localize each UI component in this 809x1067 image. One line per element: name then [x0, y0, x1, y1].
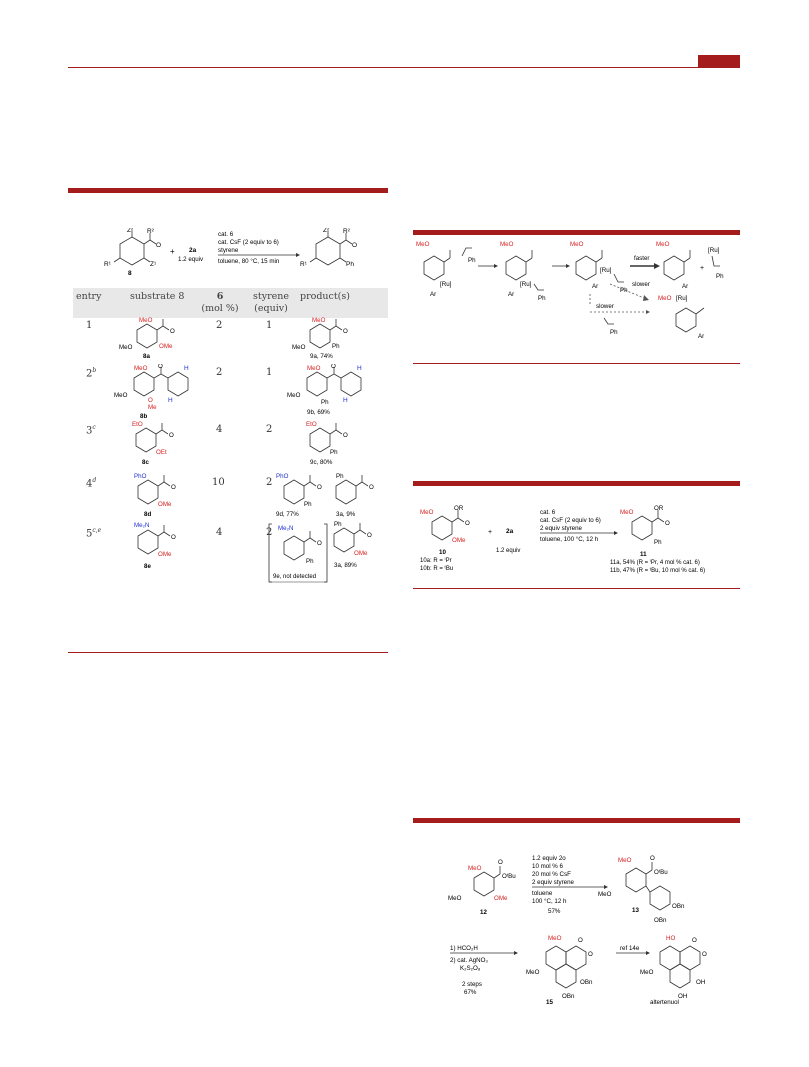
ester-meo: MeO [620, 509, 634, 516]
group-oet: OEt [156, 449, 167, 456]
entry-footnote: c [92, 424, 96, 431]
row-entry [86, 367, 96, 379]
row-styrene: 2 [266, 477, 273, 488]
entry-number: 1 [86, 320, 93, 331]
mech-meo: MeO [658, 295, 672, 302]
mech-plus: + [700, 265, 705, 272]
group-eto: EtO [132, 421, 143, 428]
synthesis-top-rule [413, 818, 740, 823]
group-h: H [168, 397, 173, 404]
syn-obn: OBn [580, 979, 593, 986]
mech-ar: Ar [682, 283, 689, 290]
ester-meo: MeO [420, 509, 434, 516]
scheme-o: O [352, 242, 358, 249]
ester-scheme-top-rule [413, 481, 740, 486]
scheme-ph: Ph [346, 261, 354, 268]
compound-label: 11 [640, 551, 647, 558]
syn-o: O [588, 951, 593, 958]
group-o: O [169, 432, 174, 439]
syn-ome: OMe [494, 895, 508, 902]
ester-ph: Ph [654, 539, 662, 546]
group-me2n: Me₂N [278, 525, 294, 532]
scheme-z2: Z² [323, 228, 330, 234]
product-9b [285, 364, 380, 424]
mech-ph: Ph [468, 257, 476, 264]
group-h: H [343, 397, 348, 404]
syn-step-note: 2 steps [462, 981, 482, 988]
ester-condition: cat. 6 [540, 509, 556, 516]
group-o: O [171, 484, 176, 491]
scheme-r1: R¹ [300, 261, 307, 268]
scheme-reagent-equiv: 1.2 equiv [178, 256, 204, 263]
row-entry [86, 320, 92, 331]
syn-condition: K₂S₂O₈ [460, 965, 481, 972]
mech-ph: Ph [538, 295, 546, 302]
row-entry [86, 424, 96, 436]
mechanism-top-rule [413, 230, 740, 235]
group-o: O [170, 328, 175, 335]
compound-label: 8b [140, 413, 148, 420]
table-top-rule [68, 188, 388, 193]
syn-obn: OBn [654, 917, 667, 924]
ester-scheme-bottom-rule [413, 588, 740, 589]
col-header-styrene-unit: (equiv) [254, 303, 288, 314]
syn-condition: 2 equiv styrene [532, 879, 574, 886]
compound-label: 8a [143, 353, 150, 360]
entry-footnote: b [92, 367, 97, 374]
row-styrene: 1 [266, 320, 273, 331]
ester-condition: 2 equiv styrene [540, 525, 582, 532]
product-9c [296, 420, 366, 470]
group-meo: MeO [114, 392, 128, 399]
ester-or: OR [654, 505, 664, 512]
scheme-condition: toluene, 80 °C, 15 min [218, 258, 280, 265]
syn-o: O [650, 855, 655, 862]
scheme-condition: styrene [218, 247, 239, 254]
mech-faster: faster [634, 255, 650, 262]
group-o: O [171, 534, 176, 541]
mech-ru: [Ru] [676, 295, 688, 302]
ester-ome: OMe [452, 537, 466, 544]
row-cat: 4 [216, 424, 223, 435]
group-meo: MeO [287, 392, 301, 399]
syn-o: O [498, 859, 503, 866]
row-entry [86, 527, 101, 539]
group-h: H [184, 365, 189, 372]
group-pho: PhO [276, 473, 289, 480]
product-label: 3a, 89% [334, 562, 357, 569]
mech-ar: Ar [592, 283, 599, 290]
group-meo: MeO [119, 344, 133, 351]
row-styrene: 1 [266, 367, 273, 378]
group-ph: Ph [332, 343, 340, 350]
row-styrene: 2 [266, 424, 273, 435]
group-ome: OMe [159, 343, 173, 350]
entry-number: 4 [86, 478, 93, 490]
syn-condition: 20 mol % CsF [532, 871, 571, 878]
page-corner-tab [698, 55, 740, 67]
group-eto: EtO [306, 421, 317, 428]
product-label: 9a, 74% [310, 353, 333, 360]
syn-otbu: OᵗBu [502, 873, 516, 880]
col-header-product: product(s) [300, 291, 350, 302]
col-header-styrene-label: styrene [253, 291, 289, 302]
group-meo: MeO [139, 317, 153, 324]
substrate-8d [124, 472, 194, 522]
group-ome: OMe [158, 551, 172, 558]
syn-meo: MeO [448, 895, 462, 902]
syn-o: O [702, 951, 707, 958]
syn-meo: MeO [618, 857, 632, 864]
row-cat: 2 [216, 320, 223, 331]
syn-condition: 2) cat. AgNO₃ [450, 957, 488, 964]
entry-footnote: c,e [92, 527, 102, 534]
col-header-cat-label: 6 [216, 291, 224, 302]
syn-oh: OH [678, 993, 688, 1000]
compound-label: altertenuol [650, 999, 679, 1006]
mechanism-bottom-rule [413, 363, 740, 364]
syn-o: O [578, 937, 583, 944]
group-h: H [357, 365, 362, 372]
ester-plus: + [488, 529, 493, 536]
mechanism-scheme [414, 238, 740, 348]
ester-reactant-b: 10b: R = ᵗBu [420, 566, 454, 572]
group-meo: MeO [134, 365, 148, 372]
scheme-reactant-label: 8 [128, 270, 132, 277]
products-row-4 [270, 472, 382, 522]
row-entry [86, 477, 96, 489]
page-header-rule [68, 67, 740, 68]
compound-label: 8e [144, 563, 151, 570]
mech-ru: [Ru] [600, 267, 612, 274]
group-o: O [369, 484, 374, 491]
group-meo: MeO [312, 317, 326, 324]
product-label: 9c, 80% [310, 459, 333, 466]
product-label: 3a, 9% [336, 511, 356, 518]
compound-label: 8d [144, 511, 152, 518]
group-o: O [343, 432, 348, 439]
syn-ho: HO [666, 935, 676, 942]
entry-number: 5 [86, 528, 93, 540]
entry-footnote: d [92, 477, 97, 484]
col-header-styrene [246, 291, 296, 315]
product-label: 9b, 69% [307, 409, 330, 416]
scheme-plus: + [170, 247, 175, 256]
substrate-8c [122, 420, 192, 470]
syn-o: O [692, 937, 697, 944]
mech-slower: slower [632, 281, 650, 288]
scheme-r2: R² [343, 228, 350, 235]
compound-label: 12 [480, 909, 487, 916]
group-ph: Ph [306, 558, 314, 565]
mech-slower: slower [596, 303, 614, 310]
table-scheme [100, 228, 380, 284]
scheme-condition: cat. 6 [218, 231, 234, 238]
group-ph: Ph [336, 473, 344, 480]
syn-condition: 100 °C, 12 h [532, 898, 567, 905]
mech-meo: MeO [656, 241, 670, 248]
scheme-r2: R² [147, 228, 154, 235]
mech-ar: Ar [698, 333, 705, 340]
ester-o: O [465, 520, 470, 527]
syn-yield: 67% [464, 989, 477, 996]
row-cat: 2 [216, 367, 223, 378]
mech-ar: Ar [430, 291, 437, 298]
group-me2n: Me₂N [134, 522, 150, 529]
mech-ph: Ph [716, 273, 724, 280]
syn-meo: MeO [640, 969, 654, 976]
mech-ph: Ph [620, 287, 628, 294]
products-row-5 [268, 520, 384, 586]
col-header-cat [200, 291, 240, 315]
group-ph: Ph [334, 521, 342, 528]
syn-condition: 1) HCO₂H [450, 945, 478, 952]
mech-ru: [Ru] [708, 247, 720, 254]
group-o: O [367, 532, 372, 539]
scheme-r1: R¹ [104, 261, 111, 268]
group-me: Me [148, 404, 157, 411]
syn-condition: 1.2 equiv 2o [532, 855, 566, 862]
synthesis-scheme [414, 852, 740, 1024]
group-o: O [343, 328, 348, 335]
ester-reagent: 2a [506, 528, 514, 535]
ester-reactant-a: 10a: R = ⁱPr [420, 558, 452, 564]
mech-ru: [Ru] [520, 281, 532, 288]
product-label: 9e, not detected [273, 574, 317, 580]
entry-number: 2 [86, 368, 93, 380]
group-ph: Ph [321, 399, 329, 406]
ester-product-b: 11b, 47% (R = ᵗBu, 10 mol % cat. 6) [610, 568, 706, 574]
row-cat: 10 [212, 477, 225, 488]
substrate-8b [112, 364, 202, 424]
group-meo: MeO [307, 365, 321, 372]
group-ome: OMe [158, 501, 172, 508]
ester-product-a: 11a, 54% (R = ⁱPr, 4 mol % cat. 6) [610, 560, 700, 566]
mech-ph: Ph [610, 329, 618, 336]
row-styrene: 2 [266, 527, 273, 538]
scheme-condition: cat. CsF (2 equiv to 6) [218, 239, 279, 246]
ester-or: OR [454, 505, 464, 512]
product-9a [288, 316, 368, 364]
syn-meo: MeO [468, 865, 482, 872]
mech-meo: MeO [416, 241, 430, 248]
syn-condition: toluene [532, 890, 553, 897]
col-header-cat-unit: (mol %) [201, 303, 239, 314]
group-o: O [331, 364, 336, 370]
row-cat: 4 [216, 527, 223, 538]
ester-scheme [414, 504, 740, 586]
substrate-8a [115, 316, 185, 364]
group-o: O [317, 484, 322, 491]
syn-obn: OBn [562, 993, 575, 1000]
compound-label: 13 [632, 907, 639, 914]
group-o: O [158, 364, 163, 370]
compound-label: 8c [142, 459, 149, 466]
compound-label: 10 [439, 549, 446, 556]
scheme-z2: Z² [127, 228, 134, 234]
group-ph: Ph [330, 449, 338, 456]
syn-meo: MeO [526, 969, 540, 976]
syn-condition: 10 mol % 6 [532, 863, 563, 870]
ester-reagent-equiv: 1.2 equiv [496, 548, 521, 554]
ester-condition: toluene, 100 °C, 12 h [540, 536, 599, 543]
compound-label: 15 [546, 999, 553, 1006]
group-pho: PhO [134, 473, 147, 480]
scheme-z1: Z¹ [150, 261, 157, 268]
scheme-reagent: 2a [189, 247, 197, 254]
group-meo: MeO [292, 344, 306, 351]
group-o: O [148, 397, 153, 404]
syn-ref: ref 14e [620, 945, 640, 952]
col-header-substrate: substrate 8 [130, 291, 185, 302]
table-bottom-rule [68, 652, 388, 653]
syn-oh: OH [696, 979, 706, 986]
scheme-o: O [156, 242, 162, 249]
mech-meo: MeO [570, 241, 584, 248]
syn-meo: MeO [548, 935, 562, 942]
col-header-entry: entry [76, 291, 102, 302]
group-o: O [317, 540, 322, 547]
syn-otbu: OᵗBu [654, 869, 668, 876]
product-label: 9d, 77% [276, 511, 299, 518]
ester-condition: cat. CsF (2 equiv to 6) [540, 517, 601, 524]
group-ph: Ph [304, 501, 312, 508]
mech-ar: Ar [508, 291, 515, 298]
syn-yield: 57% [548, 908, 561, 915]
syn-meo: MeO [598, 891, 612, 898]
entry-number: 3 [86, 425, 93, 437]
mech-ru: [Ru] [440, 281, 452, 288]
group-ome: OMe [354, 550, 368, 557]
ester-o: O [665, 520, 670, 527]
substrate-8e [124, 522, 194, 574]
mech-meo: MeO [500, 241, 514, 248]
syn-obn: OBn [672, 903, 685, 910]
